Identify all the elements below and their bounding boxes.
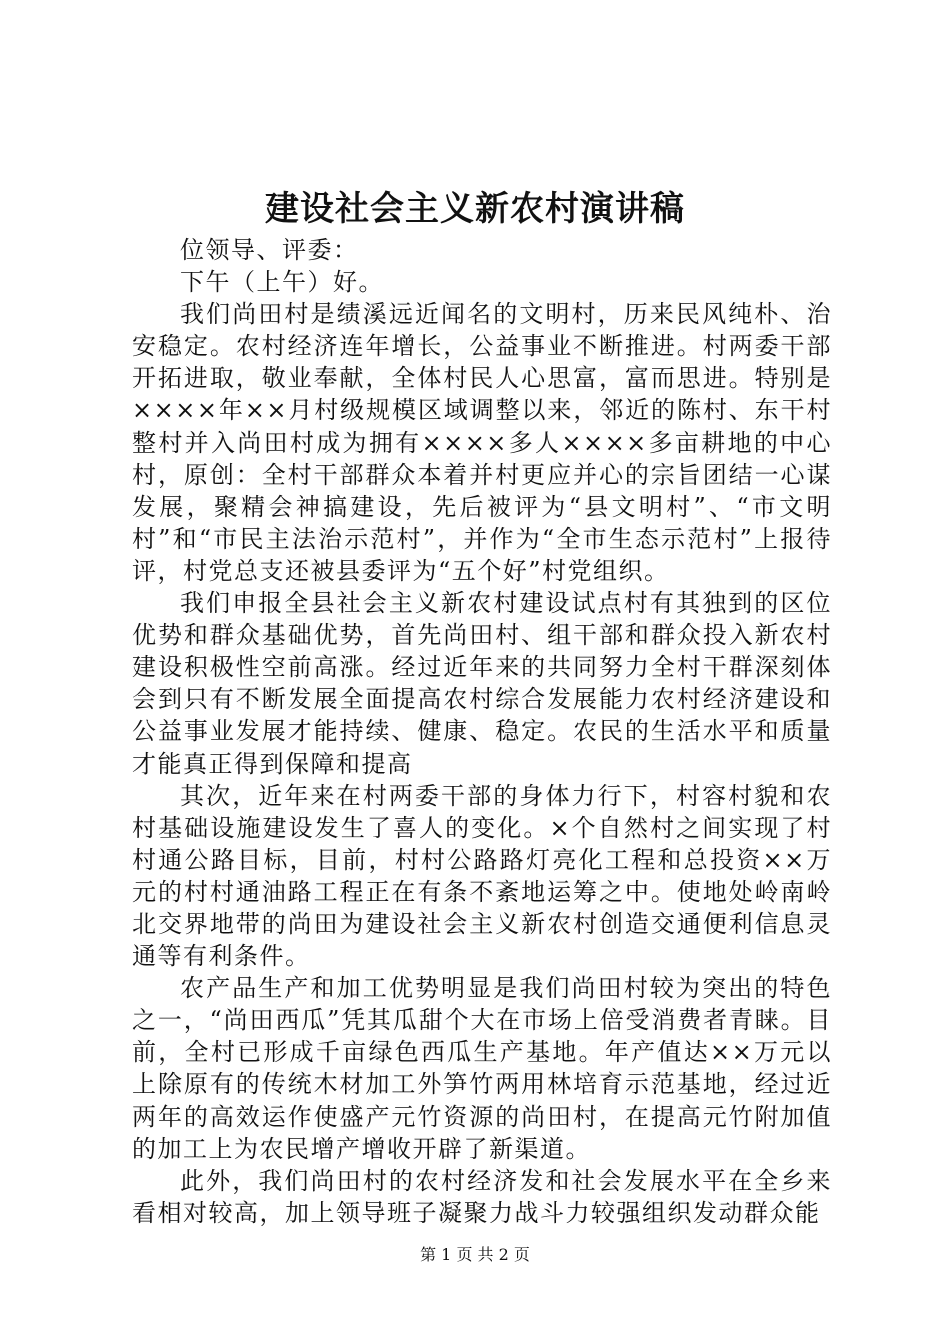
document-body [132, 234, 832, 1229]
body-paragraph: 此外，我们尚田村的农村经济发和社会发展水平在全乡来看相对较高，加上领导班子凝聚力战斗力较强组织发动群众能 [132, 1166, 832, 1227]
body-paragraph: 其次，近年来在村两委干部的身体力行下，村容村貌和农村基础设施建设发生了喜人的变化。×个自然村之间实现了村村通公路目标，目前，村村公路路灯亮化工程和总投资××万元的村村通油路工程正在有条不紊地运筹之中。使地处岭南岭北交界地带的尚田为建设社会主义新农村创造交通便利信息灵通等有利条件。 [132, 781, 832, 971]
document-title: 建设社会主义新农村演讲稿 [265, 189, 685, 229]
greeting-paragraph: 下午（上午）好。 [180, 268, 384, 297]
body-paragraph: 我们申报全县社会主义新农村建设试点村有其独到的区位优势和群众基础优势，首先尚田村、组干部和群众投入新农村建设积极性空前高涨。经过近年来的共同努力全村干群深刻体会到只有不断发展全面提高农村综合发展能力农村经济建设和公益事业发展才能持续、健康、稳定。农民的生活水平和质量才能真正得到保障和提高 [132, 589, 832, 778]
salutation-paragraph: 位领导、评委： [180, 236, 359, 264]
body-paragraph: 我们尚田村是绩溪远近闻名的文明村，历来民风纯朴、治安稳定。农村经济连年增长，公益事业不断推进。村两委干部开拓进取，敬业奉献，全体村民人心思富，富而思进。特别是××××年××月村级规模区域调整以来，邻近的陈村、东干村整村并入尚田村成为拥有××××多人××××多亩耕地的中心村，原创：全村干部群众本着并村更应并心的宗旨团结一心谋发展，聚精会神搞建设，先后被评为“县文明村”、“市文明村”和“市民主法治示范村”，并作为“全市生态示范村”上报待评，村党总支还被县委评为“五个好”村党组织。 [132, 300, 832, 585]
body-paragraph: 农产品生产和加工优势明显是我们尚田村较为突出的特色之一，“尚田西瓜”凭其瓜甜个大在市场上倍受消费者青睐。目前，全村已形成千亩绿色西瓜生产基地。年产值达××万元以上除原有的传统木材加工外笋竹两用林培育示范基地，经过近两年的高效运作使盛产元竹资源的尚田村，在提高元竹附加值的加工上为农民增产增收开辟了新渠道。 [132, 974, 832, 1163]
page-number-footer: 第 1 页 共 2 页 [420, 1245, 530, 1264]
